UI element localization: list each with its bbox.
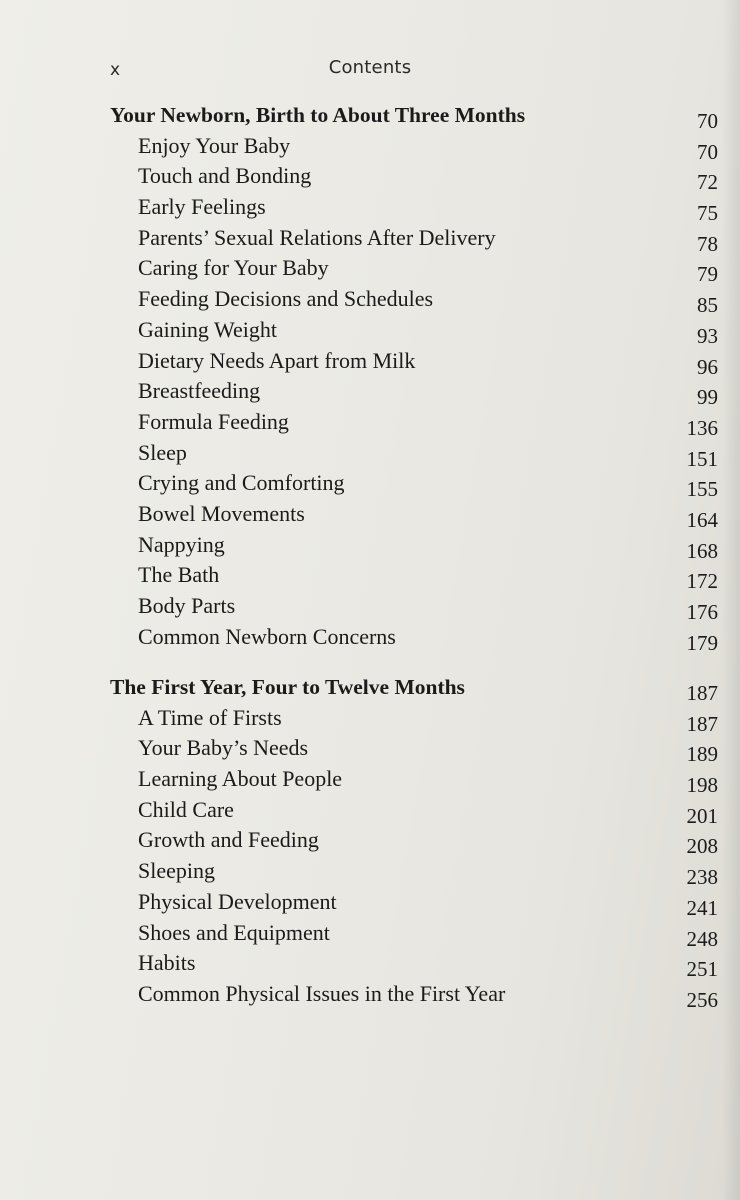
toc-heading-page: 187 xyxy=(686,681,718,705)
toc-entry-page: 187 xyxy=(686,711,718,736)
toc-entry-page: 78 xyxy=(697,231,718,256)
toc-entry[interactable] xyxy=(110,223,718,254)
toc-entry-page: 72 xyxy=(697,170,718,195)
toc-entry[interactable] xyxy=(110,468,718,502)
toc-entry-page: 164 xyxy=(686,507,718,532)
toc-entry-page: 75 xyxy=(697,201,718,226)
toc-entry[interactable] xyxy=(110,315,718,346)
toc-entry-title: Breastfeeding xyxy=(138,378,261,404)
toc-entry-page: 99 xyxy=(697,385,718,410)
toc-entry-title: Crying and Comforting xyxy=(138,470,345,496)
toc-entry-title: Sleeping xyxy=(138,858,215,884)
toc-entry[interactable] xyxy=(110,979,718,1010)
toc-entry-page: 208 xyxy=(686,834,718,859)
toc-heading-page: 70 xyxy=(697,109,718,133)
toc-entry-title: Common Physical Issues in the First Year xyxy=(138,980,506,1006)
toc-entry-title: Gaining Weight xyxy=(138,316,277,342)
toc-heading-title: The First Year, Four to Twelve Months xyxy=(110,675,465,699)
toc-entry[interactable] xyxy=(110,407,718,438)
toc-entry-title: Feeding Decisions and Schedules xyxy=(138,286,434,312)
toc-entry-page: 198 xyxy=(686,773,718,798)
toc-entry[interactable] xyxy=(110,346,718,377)
toc-entry[interactable] xyxy=(110,560,718,594)
toc-entry-page: 96 xyxy=(697,354,718,379)
toc-entry[interactable] xyxy=(110,887,718,918)
toc-heading-title: Your Newborn, Birth to About Three Months xyxy=(110,103,526,127)
toc-entry[interactable] xyxy=(110,703,718,734)
toc-entry[interactable] xyxy=(110,918,718,949)
toc-entry-title: Shoes and Equipment xyxy=(138,919,330,945)
toc-entry-title: Learning About People xyxy=(138,766,343,792)
toc-section-heading[interactable] xyxy=(110,100,718,131)
toc-entry[interactable] xyxy=(110,825,718,859)
toc-entry[interactable] xyxy=(110,284,718,318)
toc-entry[interactable] xyxy=(110,948,718,982)
toc-entry-title: Parents’ Sexual Relations After Delivery xyxy=(138,224,496,250)
toc-entry-title: Sleep xyxy=(138,439,187,465)
toc-entry[interactable] xyxy=(110,733,718,767)
toc-entry-page: 85 xyxy=(697,293,718,318)
toc-entry-title: Nappying xyxy=(138,531,225,557)
toc-entry-page: 189 xyxy=(686,742,718,767)
toc-entry-page: 256 xyxy=(686,987,718,1012)
toc-entry-title: Dietary Needs Apart from Milk xyxy=(138,347,416,373)
toc-entry-title: Caring for Your Baby xyxy=(138,255,329,281)
toc-entry-page: 151 xyxy=(686,446,718,471)
page-header xyxy=(0,56,740,86)
toc-entry-title: Common Newborn Concerns xyxy=(138,623,396,649)
toc-entry[interactable] xyxy=(110,622,718,653)
toc-entry-title: Bowel Movements xyxy=(138,500,305,526)
toc-entry[interactable] xyxy=(110,795,718,826)
toc-entry-title: Growth and Feeding xyxy=(138,827,319,853)
toc-entry-page: 172 xyxy=(686,569,718,594)
toc-entry-title: Formula Feeding xyxy=(138,408,289,434)
toc-entry[interactable] xyxy=(110,530,718,561)
toc-entry[interactable] xyxy=(110,376,718,410)
running-head: Contents xyxy=(328,57,412,78)
toc-entry-title: Touch and Bonding xyxy=(138,163,312,189)
toc-entry-title: Enjoy Your Baby xyxy=(138,132,291,158)
toc-entry[interactable] xyxy=(110,591,718,622)
toc-entry[interactable] xyxy=(110,161,718,195)
toc-entry-page: 168 xyxy=(686,538,718,563)
toc-section-heading[interactable] xyxy=(110,672,718,703)
toc-entry[interactable] xyxy=(110,253,718,287)
toc-entry-title: Early Feelings xyxy=(138,194,266,220)
toc-entry-title: Body Parts xyxy=(138,593,236,618)
toc-entry-page: 179 xyxy=(686,630,718,655)
toc-entry-title: Your Baby’s Needs xyxy=(138,735,309,761)
toc-entry-page: 70 xyxy=(697,139,718,164)
toc-entry-page: 155 xyxy=(686,477,718,502)
toc-section-newborn xyxy=(110,100,718,655)
toc-entry-page: 79 xyxy=(697,262,718,287)
toc-entry-title: The Bath xyxy=(138,562,220,588)
toc-entry[interactable] xyxy=(110,856,718,890)
toc-entry-title: Child Care xyxy=(138,796,234,822)
toc-entry-page: 241 xyxy=(686,895,718,920)
toc-entry-title: Habits xyxy=(138,950,196,976)
toc-entry-page: 136 xyxy=(686,415,718,440)
toc-entry-page: 93 xyxy=(697,323,718,348)
toc-entry[interactable] xyxy=(110,131,718,162)
toc-entry-page: 176 xyxy=(686,600,718,624)
toc-entry[interactable] xyxy=(110,764,718,798)
toc-entry-title: A Time of Firsts xyxy=(138,704,282,730)
toc-section-first-year xyxy=(110,672,718,1010)
toc-entry[interactable] xyxy=(110,438,718,469)
toc-entry-page: 238 xyxy=(686,865,718,890)
toc-entry[interactable] xyxy=(110,499,718,530)
toc-entry-title: Physical Development xyxy=(138,888,337,914)
toc-entry-page: 251 xyxy=(686,957,718,982)
page-folio: x xyxy=(110,60,121,80)
toc-entry-page: 248 xyxy=(686,926,718,951)
toc-entry[interactable] xyxy=(110,192,718,226)
toc-entry-page: 201 xyxy=(686,803,718,828)
